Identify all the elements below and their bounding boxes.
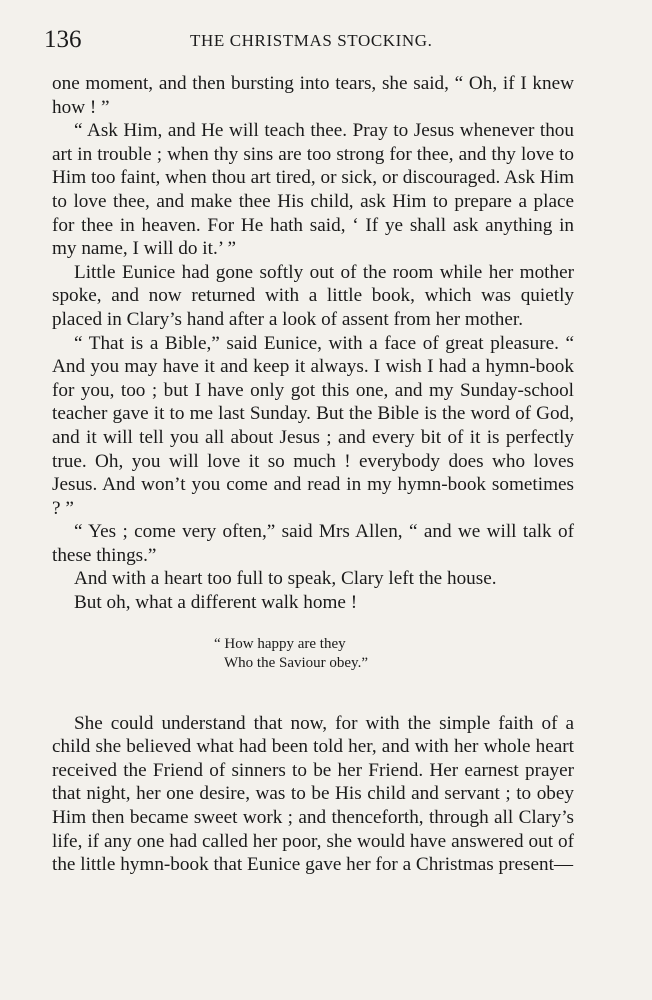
paragraph: “ That is a Bible,” said Eunice, with a face of great pleasure. “ And you may have it and keep it always. I wish I had a hymn-book for you, too ; but I have only got this one, and my Sunday-school teacher gave it to me last Sunday. But the Bible is the word of God, and it will tell you all about Jesus ; and every bit of it is perfectly true. Oh, you will love it so much ! everybody does who loves Jesus. And won’t you come and read in my hymn-book sometimes ? ” (52, 332, 574, 519)
verse-quote (214, 635, 574, 674)
running-head: THE CHRISTMAS STOCKING. (190, 31, 433, 50)
body-text (52, 72, 574, 877)
paragraph: She could understand that now, for with the simple faith of a child she believed what had been told her, and with her whole heart received the Friend of sinners to be her Friend. Her earnest prayer that night, her one desire, was to be His child and servant ; to obey Him then became sweet work ; and thenceforth, through all Clary’s life, if any one had called her poor, she would have answered out of the little hymn-book that Eunice gave her for a Christmas present— (52, 712, 574, 876)
verse-line: “ How happy are they (214, 635, 346, 652)
paragraph: And with a heart too full to speak, Clary left the house. (74, 568, 497, 590)
paragraph: one moment, and then bursting into tears, she said, “ Oh, if I knew how ! ” (52, 73, 574, 118)
paragraph: But oh, what a different walk home ! (74, 592, 358, 614)
page-header (40, 26, 612, 56)
page-number: 136 (44, 26, 82, 53)
verse-line: Who the Saviour obey.” (224, 655, 368, 672)
paragraph: Little Eunice had gone softly out of the room while her mother spoke, and now returned with a little book, which was quietly placed in Clary’s hand after a look of assent from her mother. (52, 261, 574, 330)
paragraph: “ Yes ; come very often,” said Mrs Allen, “ and we will talk of these things.” (52, 521, 574, 566)
paragraph: “ Ask Him, and He will teach thee. Pray to Jesus whenever thou art in trouble ; when thy sins are too strong for thee, and thy love to Him too faint, when thou art tired, or sick, or discouraged. Ask Him to love thee, and make thee His child, ask Him to prepare a place for thee in heaven. For He hath said, ‘ If ye shall ask anything in my name, I will do it.’ ” (52, 120, 574, 260)
